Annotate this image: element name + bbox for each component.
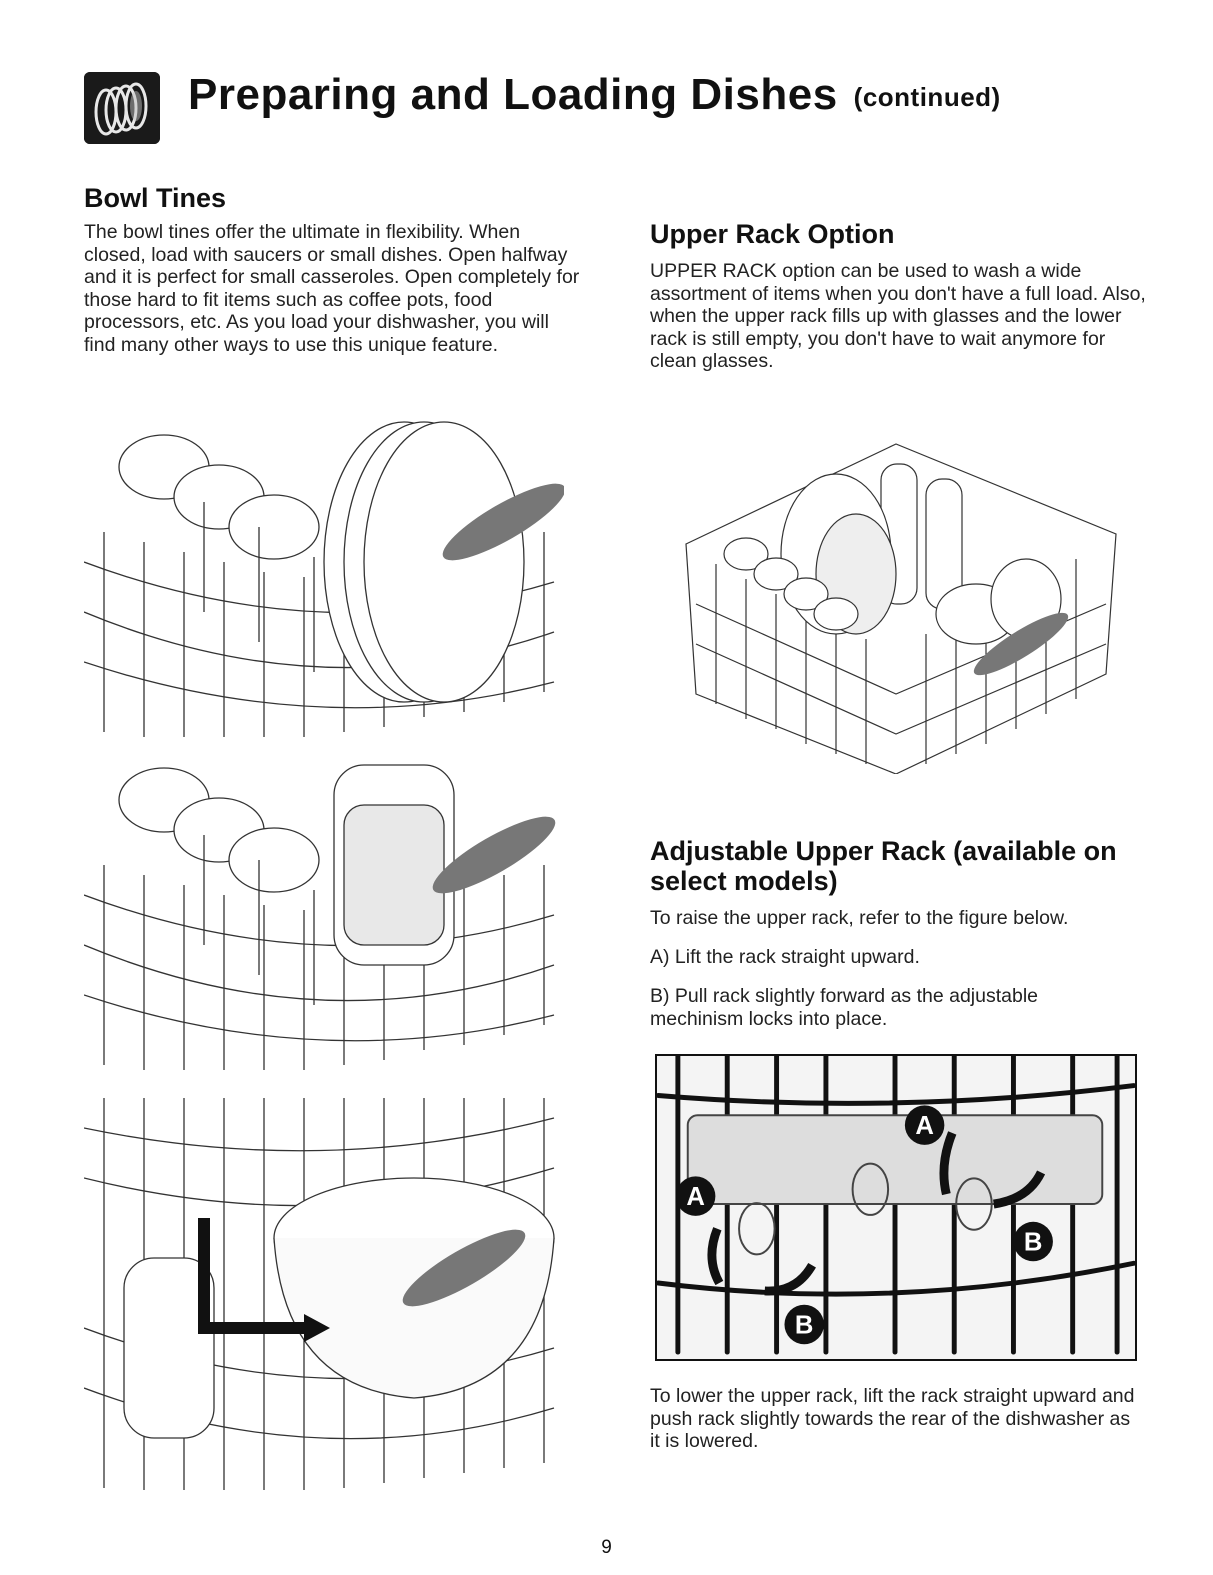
adjustable-rack-intro: To raise the upper rack, refer to the figure below. xyxy=(650,907,1069,929)
dishes-stack-icon xyxy=(84,72,160,144)
page-title-text: Preparing and Loading Dishes xyxy=(188,70,838,119)
callout-a-right: A xyxy=(915,1111,934,1140)
bowl-tines-open-illustration xyxy=(84,1098,564,1493)
upper-rack-option-text: UPPER RACK option can be used to wash a wide assortment of items when you don't have a full load. Also, when the upper rack fills up with glasses and the lower rack is still empty, you don't have to wait anymore for clean glasses. xyxy=(650,260,1146,372)
bowl-tines-text: The bowl tines offer the ultimate in flexibility. When closed, load with saucers or small dishes. Open halfway and it is perfect for small casseroles. Open completely for those hard to fit items such as coffee pots, food processors, etc. As you load your dishwasher, you will find many other ways to use this unique feature. xyxy=(84,221,580,356)
callout-b-right: B xyxy=(1023,1228,1043,1257)
upper-rack-illustration xyxy=(676,424,1126,774)
callout-a-left: A xyxy=(686,1183,705,1212)
lower-rack-text: To lower the upper rack, lift the rack straight upward and push rack slightly towards the rear of the dishwasher as it is lowered. xyxy=(650,1385,1135,1452)
continued-label: (continued) xyxy=(853,81,1001,112)
adjustable-upper-rack-heading: Adjustable Upper Rack (available on select models) xyxy=(650,836,1117,896)
page-number: 9 xyxy=(601,1537,612,1558)
step-a-text: A) Lift the rack straight upward. xyxy=(650,946,920,968)
step-b-text: B) Pull rack slightly forward as the adjustable mechinism locks into place. xyxy=(650,985,1039,1030)
callout-b-left: B xyxy=(794,1311,814,1340)
bowl-tines-heading: Bowl Tines xyxy=(84,183,227,213)
bowl-tines-closed-illustration xyxy=(84,412,564,742)
rack-adjuster-illustration xyxy=(655,1054,1137,1361)
upper-rack-option-heading: Upper Rack Option xyxy=(650,219,895,249)
page-title xyxy=(188,70,1001,120)
bowl-tines-halfway-illustration xyxy=(84,745,564,1075)
